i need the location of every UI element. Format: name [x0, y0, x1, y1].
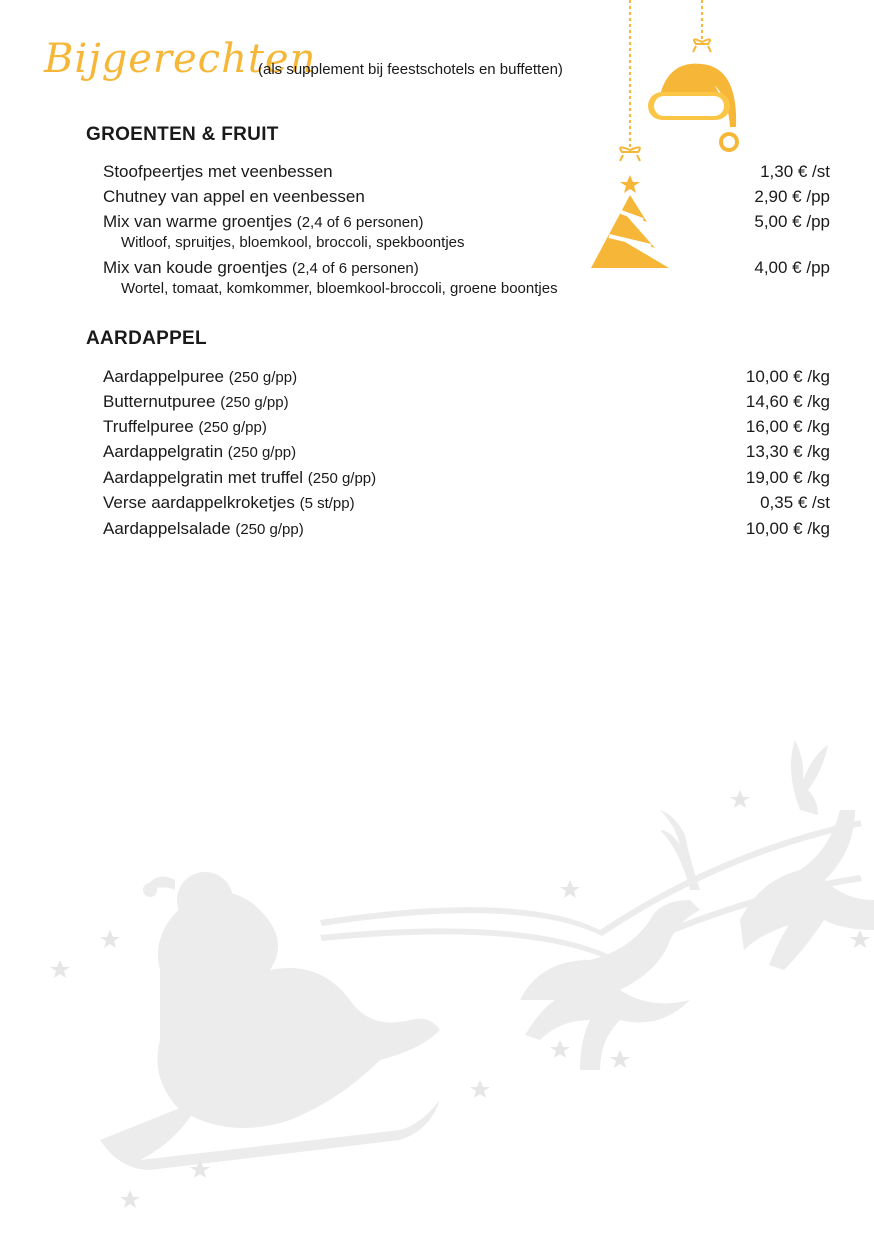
menu-item-name-line [103, 367, 297, 387]
page-title: Bijgerechten [44, 36, 317, 82]
menu-item-name-line [103, 493, 355, 513]
menu-item [103, 162, 830, 186]
menu-item-portion: (250 g/pp) [227, 444, 297, 461]
menu-item [103, 493, 830, 517]
menu-item [103, 519, 830, 543]
section-heading: GROENTEN & FRUIT [86, 124, 279, 145]
menu-item-name-line [103, 162, 333, 182]
menu-item-name-line [103, 258, 419, 278]
menu-item-portion: (250 g/pp) [198, 419, 267, 436]
menu-item-name: Truffelpuree [103, 417, 194, 436]
menu-item [103, 442, 830, 466]
menu-item-name: Aardappelgratin met truffel [103, 468, 304, 487]
menu-item-name: Mix van warme groentjes [103, 212, 292, 231]
menu-item-name: Butternutpuree [103, 392, 216, 411]
menu-item-price: 14,60 € /kg [745, 392, 830, 411]
menu-item-portion: (250 g/pp) [220, 394, 289, 411]
menu-item-name: Stoofpeertjes met veenbessen [103, 162, 333, 181]
menu-item-name: Aardappelpuree [103, 367, 224, 386]
menu-item-price: 13,30 € /kg [745, 442, 830, 461]
menu-item-name-line [103, 212, 423, 232]
menu-item-price: 1,30 € /st [760, 162, 830, 181]
menu-item [103, 392, 830, 416]
menu-item-price: 16,00 € /kg [745, 417, 830, 436]
menu-item-portion: (2,4 of 6 personen) [292, 260, 419, 277]
menu-item-price: 10,00 € /kg [745, 519, 830, 538]
menu-item-name: Chutney van appel en veenbessen [103, 187, 365, 206]
menu-item-name: Mix van koude groentjes [103, 258, 288, 277]
menu-item-portion: (2,4 of 6 personen) [296, 214, 424, 231]
menu-item-portion: (250 g/pp) [235, 521, 304, 538]
menu-item-name-line [103, 417, 267, 437]
menu-item-price: 5,00 € /pp [754, 212, 830, 231]
menu-item-portion: (5 st/pp) [299, 495, 355, 512]
menu-item-price: 0,35 € /st [760, 493, 830, 512]
santa-sleigh-reindeer-icon [0, 720, 874, 1240]
page-subtitle: (als supplement bij feestschotels en buffetten) [258, 61, 563, 78]
section-heading: AARDAPPEL [86, 328, 207, 349]
menu-item-name-line [103, 187, 365, 207]
menu-item [103, 258, 830, 297]
menu-item-portion: (250 g/pp) [228, 369, 298, 386]
menu-item-name: Aardappelgratin [103, 442, 224, 461]
menu-item-price: 4,00 € /pp [754, 258, 830, 277]
menu-item-name-line [103, 442, 296, 462]
menu-item-name-line [103, 392, 289, 412]
menu-item-name: Verse aardappelkroketjes [103, 493, 295, 512]
menu-item-portion: (250 g/pp) [307, 470, 377, 487]
menu-item [103, 417, 830, 441]
menu-item-price: 10,00 € /kg [745, 367, 830, 386]
menu-item [103, 187, 830, 211]
menu-item-price: 2,90 € /pp [754, 187, 830, 206]
menu-item-name-line [103, 519, 304, 539]
menu-item [103, 367, 830, 391]
menu-item-name-line [103, 468, 376, 488]
menu-item-description: Witloof, spruitjes, bloemkool, broccoli, spekboontjes [121, 234, 465, 251]
menu-item [103, 468, 830, 492]
menu-item [103, 212, 830, 251]
menu-item-description: Wortel, tomaat, komkommer, bloemkool-broccoli, groene boontjes [121, 280, 558, 297]
menu-item-price: 19,00 € /kg [745, 468, 830, 487]
menu-item-name: Aardappelsalade [103, 519, 231, 538]
